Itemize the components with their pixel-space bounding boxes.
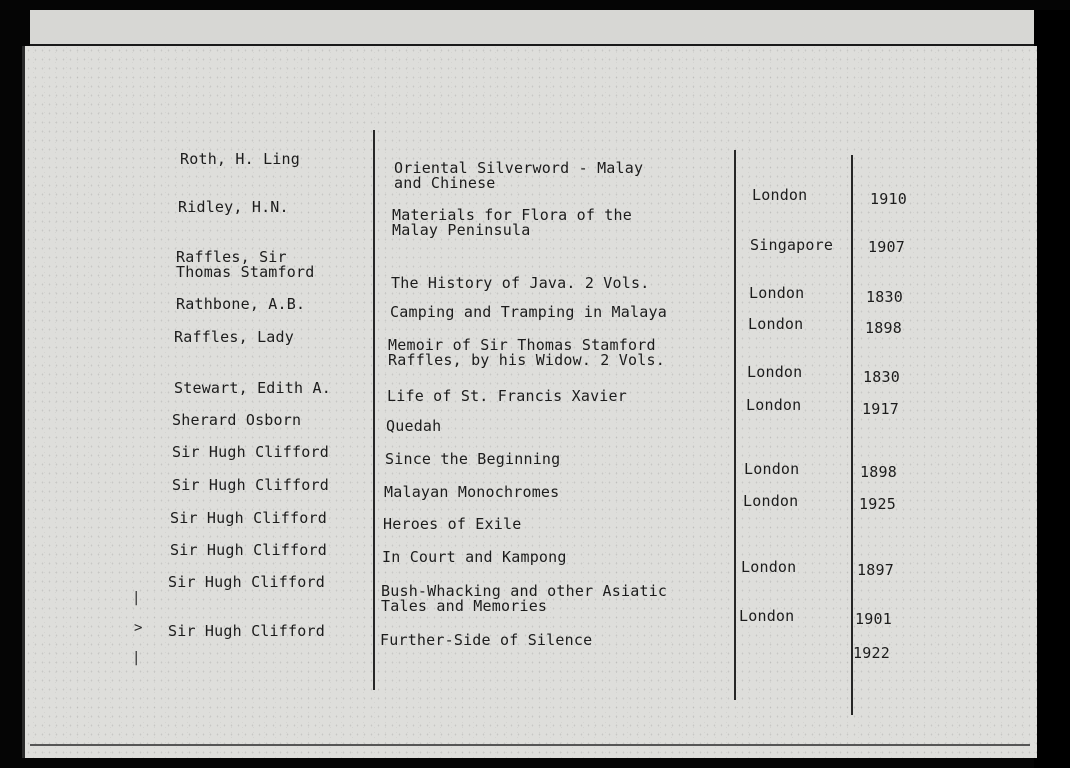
margin-pencil-mark: > — [134, 620, 143, 636]
title-cell — [392, 208, 632, 238]
year-cell: 1910 — [870, 190, 907, 208]
title-line: Malay Peninsula — [392, 221, 531, 239]
author-line: Thomas Stamford — [176, 263, 315, 281]
author-cell: Sir Hugh Clifford — [170, 509, 327, 527]
place-cell: Singapore — [750, 236, 834, 254]
title-line: Bush-Whacking and other Asiatic — [381, 582, 668, 600]
author-cell: Ridley, H.N. — [178, 198, 289, 216]
year-cell: 1922 — [853, 644, 890, 662]
year-cell: 1897 — [857, 561, 894, 579]
author-cell: Sir Hugh Clifford — [170, 541, 327, 559]
place-cell: London — [748, 315, 804, 333]
margin-pencil-mark: | — [132, 590, 141, 606]
title-line: Memoir of Sir Thomas Stamford — [388, 336, 656, 354]
bottom-page-edge — [30, 744, 1030, 746]
year-cell: 1898 — [865, 319, 902, 337]
title-cell: Malayan Monochromes — [384, 483, 560, 501]
author-cell: Sir Hugh Clifford — [168, 622, 325, 640]
place-cell: London — [749, 284, 805, 302]
title-cell: The History of Java. 2 Vols. — [391, 274, 650, 292]
title-line: Oriental Silverword - Malay — [394, 159, 644, 177]
place-cell: London — [739, 607, 795, 625]
top-page-edge — [30, 10, 1040, 47]
year-cell: 1917 — [862, 400, 899, 418]
title-line: Raffles, by his Widow. 2 Vols. — [388, 351, 665, 369]
title-line: and Chinese — [394, 174, 496, 192]
title-cell: Camping and Tramping in Malaya — [390, 303, 667, 321]
title-cell — [381, 584, 667, 614]
column-divider-place-year — [851, 155, 853, 715]
column-divider-title-place — [734, 150, 736, 700]
author-cell: Roth, H. Ling — [180, 150, 300, 168]
year-cell: 1830 — [866, 288, 903, 306]
author-cell: Stewart, Edith A. — [174, 379, 331, 397]
author-cell: Rathbone, A.B. — [176, 295, 306, 313]
title-cell: Heroes of Exile — [383, 515, 522, 533]
author-cell: Raffles, Lady — [174, 328, 294, 346]
place-cell: London — [752, 186, 808, 204]
author-cell: Sir Hugh Clifford — [168, 573, 325, 591]
author-line: Raffles, Sir — [176, 248, 287, 266]
column-divider-author-title — [373, 130, 375, 690]
title-line: Tales and Memories — [381, 597, 548, 615]
place-cell: London — [746, 396, 802, 414]
title-cell — [388, 338, 665, 368]
year-cell: 1901 — [855, 610, 892, 628]
place-cell: London — [743, 492, 799, 510]
author-cell: Sherard Osborn — [172, 411, 302, 429]
title-cell: Life of St. Francis Xavier — [387, 387, 627, 405]
title-cell: Further-Side of Silence — [380, 631, 593, 649]
place-cell: London — [741, 558, 797, 576]
title-cell — [394, 161, 643, 191]
author-cell: Sir Hugh Clifford — [172, 443, 329, 461]
year-cell: 1925 — [859, 495, 896, 513]
author-cell — [176, 250, 314, 280]
title-cell: In Court and Kampong — [382, 548, 567, 566]
title-line: Materials for Flora of the — [392, 206, 632, 224]
margin-pencil-mark: | — [132, 650, 141, 666]
place-cell: London — [744, 460, 800, 478]
title-cell: Since the Beginning — [385, 450, 561, 468]
year-cell: 1830 — [863, 368, 900, 386]
year-cell: 1898 — [860, 463, 897, 481]
place-cell: London — [747, 363, 803, 381]
scan-shadow-right — [1034, 10, 1070, 768]
year-cell: 1907 — [868, 238, 905, 256]
title-cell: Quedah — [386, 417, 442, 435]
author-cell: Sir Hugh Clifford — [172, 476, 329, 494]
